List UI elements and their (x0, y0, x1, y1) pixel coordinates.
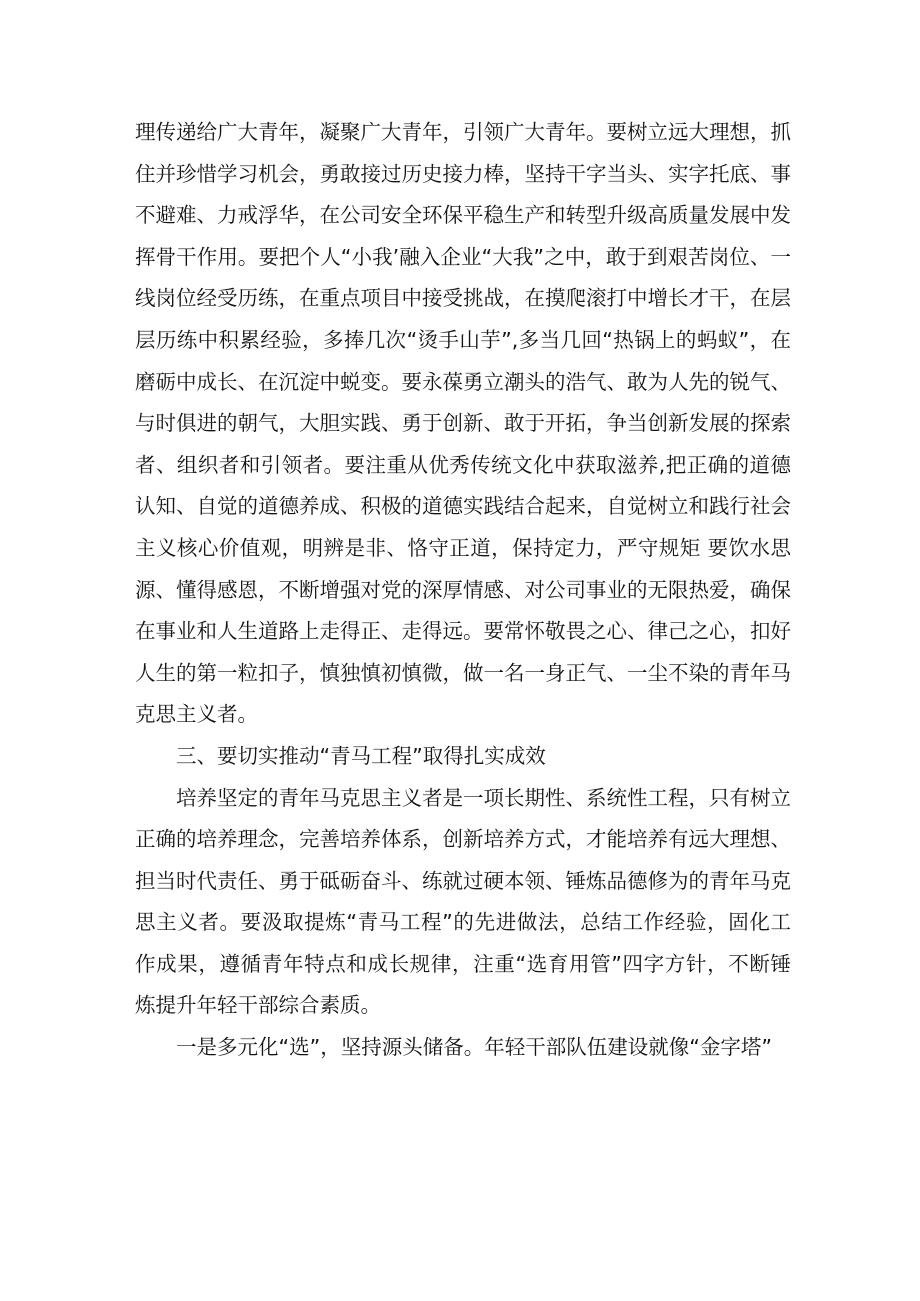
body-paragraph: 一是多元化“选”，坚持源头储备。年轻干部队伍建设就像“金字塔” (176, 1035, 772, 1060)
body-paragraph: 培养坚定的青年马克思主义者是一项长期性、系统性工程，只有树立正确的培养理念，完善培养体系，创新培养方式，才能培养有远大理想、担当时代责任、勇于砥砺奋斗、练就过硬本领、锤炼品德修为的青年马克思主义者。要汲取提炼“青马工程”的先进做法，总结工作经验，固化工作成果，遵循青年特点和成长规律，注重“选育用管”四字方针，不断锤炼提升年轻干部综合素质。 (135, 785, 791, 1018)
document-body (135, 112, 791, 1069)
section-heading: 三、要切实推动“青马工程”取得扎实成效 (176, 743, 546, 768)
body-paragraph: 理传递给广大青年，凝聚广大青年，引领广大青年。要树立远大理想，抓住并珍惜学习机会，勇敢接过历史接力棒，坚持干字当头、实字托底、事不避难、力戒浮华，在公司安全环保平稳生产和转型升级高质量发展中发挥骨干作用。要把个人“小我’融入企业“大我”之中，敢于到艰苦岗位、一线岗位经受历练，在重点项目中接受挑战，在摸爬滚打中增长才干，在层层历练中积累经验，多捧几次“烫手山芋”,多当几回“热锅上的蚂蚁”，在磨砺中成长、在沉淀中蜕变。要永葆勇立潮头的浩气、敢为人先的锐气、与时俱进的朝气，大胆实践、勇于创新、敢于开拓，争当创新发展的探索者、组织者和引领者。要注重从优秀传统文化中获取滋养,把正确的道德认知、自觉的道德养成、积极的道德实践结合起来，自觉树立和践行社会主义核心价值观，明辨是非、恪守正道，保持定力，严守规矩 要饮水思源、懂得感恩，不断增强对党的深厚情感、对公司事业的无限热爱，确保在事业和人生道路上走得正、走得远。要常怀敬畏之心、律己之心，扣好人生的第一粒扣子，慎独慎初慎微，做一名一身正气、一尘不染的青年马克思主义者。 (135, 120, 791, 727)
